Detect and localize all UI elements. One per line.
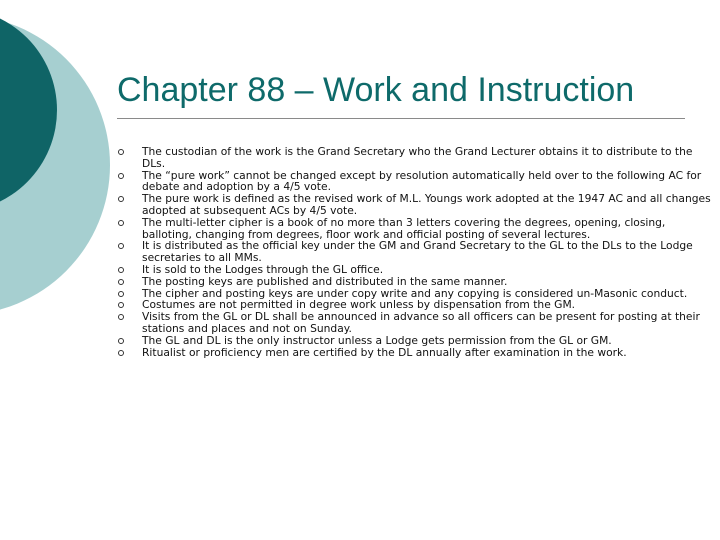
title-divider — [117, 118, 685, 119]
list-item — [117, 217, 717, 241]
list-item — [117, 311, 717, 335]
circle-bullet-icon — [118, 279, 124, 285]
circle-bullet-icon — [118, 267, 124, 273]
circle-bullet-icon — [118, 149, 124, 155]
list-item-text: The pure work is defined as the revised work of M.L. Youngs work adopted at the 1947 AC and all changes adopted at subsequent ACs by 4/5 vote. — [142, 192, 711, 217]
list-item — [117, 347, 717, 359]
circle-bullet-icon — [118, 196, 124, 202]
list-item-text: The multi-letter cipher is a book of no more than 3 letters covering the degrees, opening, closing, balloting, changing from degrees, floor work and official posting of several lectures. — [142, 215, 666, 241]
list-item-text: The cipher and posting keys are under copy write and any copying is considered un-Masonic conduct. — [142, 286, 688, 300]
circle-bullet-icon — [118, 291, 124, 297]
list-item — [117, 146, 717, 170]
list-item-text: Visits from the GL or DL shall be announced in advance so all officers can be present for posting at their stations and places and not on Sunday. — [142, 310, 700, 335]
slide-title: Chapter 88 – Work and Instruction — [117, 71, 635, 109]
list-item-text: It is distributed as the official key under the GM and Grand Secretary to the GL to the DLs to the Lodge secretaries to all MMs. — [142, 239, 693, 265]
bullet-list — [117, 146, 717, 358]
list-item-text: The “pure work” cannot be changed except by resolution automatically held over to the following AC for debate and adoption by a 4/5 vote. — [142, 168, 702, 194]
circle-bullet-icon — [118, 220, 124, 226]
list-item-text: The custodian of the work is the Grand Secretary who the Grand Lecturer obtains it to distribute to the DLs. — [142, 145, 693, 170]
list-item-text: Costumes are not permitted in degree work unless by dispensation from the GM. — [142, 298, 576, 312]
list-item — [117, 170, 717, 194]
list-item-text: It is sold to the Lodges through the GL office. — [142, 262, 384, 276]
circle-bullet-icon — [118, 302, 124, 308]
list-item — [117, 193, 717, 217]
list-item — [117, 240, 717, 264]
circle-bullet-icon — [118, 350, 124, 356]
circle-bullet-icon — [118, 314, 124, 320]
circle-bullet-icon — [118, 338, 124, 344]
circle-bullet-icon — [118, 173, 124, 179]
decorative-circles — [0, 0, 120, 540]
circle-bullet-icon — [118, 243, 124, 249]
list-item-text: The posting keys are published and distributed in the same manner. — [142, 274, 508, 288]
list-item-text: Ritualist or proficiency men are certified by the DL annually after examination in the work. — [142, 345, 627, 359]
list-item-text: The GL and DL is the only instructor unless a Lodge gets permission from the GL or GM. — [142, 333, 612, 347]
